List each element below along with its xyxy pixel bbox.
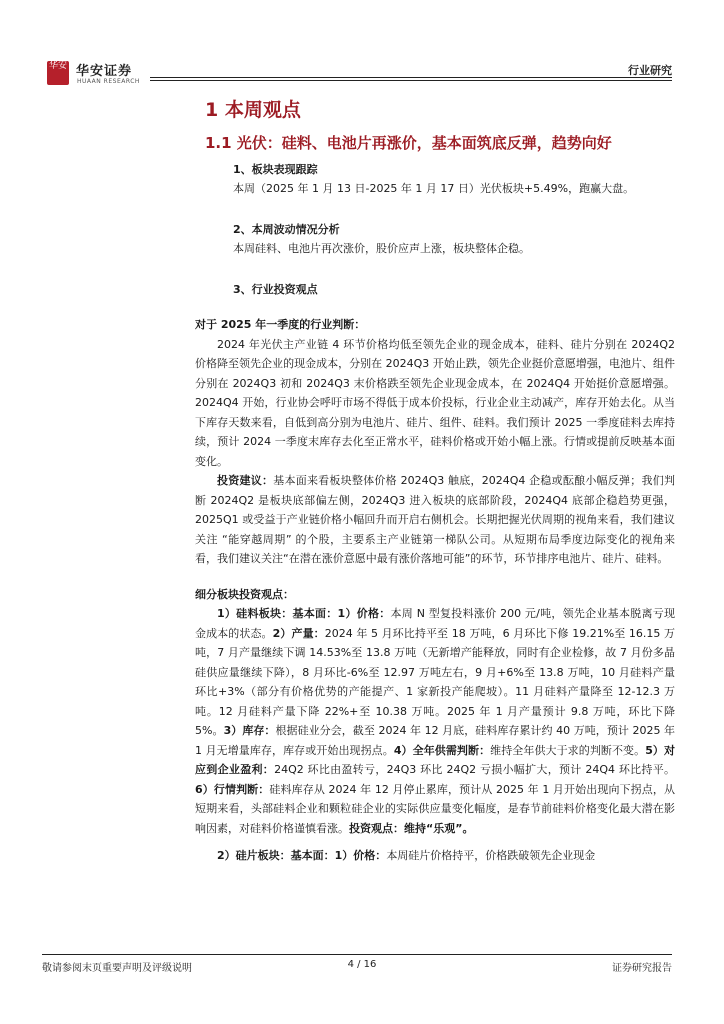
judgement-title: 对于 2025 年一季度的行业判断：: [195, 318, 366, 331]
investment-view-title: 3、行业投资观点: [233, 283, 318, 296]
silicon-market-label: 6）行情判断：: [195, 782, 270, 796]
section-performance: [205, 161, 675, 199]
silicon-market-text: 硅料库存从 2024 年 12 月停止累库，预计从 2025 年 1 月开始出现向下拐点，从短期来看，头部硅料企业和颗粒硅企业的实际供应量变化幅度，是春节前硅料价格变化最大潜在影响因素，对硅料价格谨慎看涨。: [195, 782, 675, 835]
brand-subtitle: HUAAN RESEARCH: [77, 78, 140, 85]
segments-title: 细分板块投资观点：: [195, 587, 294, 601]
silicon-supply-text: 维持全年供大于求的判断不变。: [490, 743, 646, 757]
subsection-heading: 1.1 光伏：硅料、电池片再涨价，基本面筑底反弹，趋势向好: [205, 134, 612, 152]
silicon-view-label: 投资观点：维持“乐观”。: [349, 821, 474, 835]
page-header: [0, 0, 724, 90]
judgement-paragraph: 2024 年光伏主产业链 4 环节价格均低至领先企业的现金成本，硅料、硅片分别在 2024Q2 价格降至领先企业的现金成本，分别在 2024Q3 开始止跌，领先企业挺价意愿增强，电池片、组件分别在 2024Q3 初和 2024Q3 末价格跌至领先企业现金成本，在 2024Q4 开始挺价意愿增强。2024Q4 开始，行业协会呼吁市场不得低于成本价投标，行业企业主动减产，库存开始去化。从当下库存天数来看，自低到高分别为电池片、硅片、组件、硅料。我们预计 2025 一季度硅料去库持续，预计 2024 一季度末库存去化至正常水平，硅料价格或开始小幅上涨。行情或提前反映基本面变化。: [195, 337, 675, 468]
brand-name: 华安证券: [76, 64, 133, 79]
advice-text: 基本面来看板块整体价格 2024Q3 触底，2024Q4 企稳或酝酿小幅反弹；我们判断 2024Q2 是板块底部偏左侧，2024Q3 进入板块的底部阶段，2024Q4 底部企稳趋势更强，2025Q1 或受益于产业链价格小幅回升而开启右侧机会。长期把握光伏周期的视角来看，我们建议关注 “能穿越周期” 的个股，主要系主产业链第一梯队公司。从短期布局季度边际变化的视角来看，我们建议关注“在潜在涨价意愿中最有涨价落地可能”的环节，环节排序电池片、硅片、硅料。: [195, 474, 676, 565]
wafer-price-text: 本周硅片价格持平，价格跌破领先企业现金: [386, 849, 596, 862]
silicon-output-label: 2）产量：: [272, 626, 325, 640]
seal-text: 华安: [48, 61, 67, 71]
silicon-inventory-text: 根据硅业分会，截至 2024 年 12 月底，硅料库存累计约 40 万吨，预计 2025 年 1 月无增量库存，库存或开始出现拐点。: [195, 724, 676, 757]
header-divider: [150, 77, 672, 78]
wafer-label: 2）硅片板块：基本面：1）价格：: [217, 849, 387, 862]
volatility-text: 本周硅料、电池片再次涨价，股价应声上涨，板块整体企稳。: [233, 242, 530, 255]
section-volatility: [205, 221, 675, 259]
judgement-block: [195, 315, 675, 866]
report-category: 行业研究: [628, 64, 672, 77]
silicon-price-text: 本周 N 型复投料涨价 200 元/吨，领先企业基本脱离亏现金成本的状态。: [195, 607, 675, 640]
silicon-label: 1）硅料板块：基本面：1）价格：: [217, 607, 391, 620]
silicon-inventory-label: 3）库存：: [223, 724, 276, 737]
page-content: [195, 95, 676, 866]
footer-disclaimer: 敬请参阅末页重要声明及评级说明: [42, 963, 192, 974]
footer-report-type: 证券研究报告: [612, 963, 672, 974]
silicon-paragraph: [195, 604, 675, 838]
advice-label: 投资建议：: [217, 474, 274, 487]
page-number: 4 / 16: [347, 959, 377, 970]
performance-text: 本周（2025 年 1 月 13 日-2025 年 1 月 17 日）光伏板块+5.49%，跑赢大盘。: [233, 182, 635, 195]
brand-seal-logo: [47, 61, 69, 85]
section-heading: 1 本周观点: [205, 99, 301, 121]
volatility-title: 2、本周波动情况分析: [233, 223, 340, 236]
silicon-profit-text: 24Q2 环比由盈转亏，24Q3 环比 24Q2 亏损小幅扩大，预计 24Q4 环比持平。: [274, 763, 676, 776]
silicon-supply-label: 4）全年供需判断：: [393, 743, 491, 757]
silicon-output-text: 2024 年 5 月环比持平至 18 万吨，6 月环比下修 19.21%至 16.15 万吨，7 月产量继续下调 14.53%至 13.8 万吨（无新增产能释放，同时有企业检修，故 7 月份多晶硅供应量继续下降），8 月环比-6%至 12.97 万吨左右，9 月+6%至 13.8 万吨，10 月硅料产量环比+3%（部分有价格优势的产能提产、1 家新投产能爬坡）。11 月硅料产量降至 12-12.3 万吨。12 月硅料产量下降 22%+至 10.38 万吨。2025 年 1 月产量预计 9.8 万吨，环比下降 5%。: [195, 626, 676, 737]
silicon-profit-label: 5）对应到企业盈利：: [195, 743, 676, 776]
section-investment-view: [205, 281, 675, 299]
investment-advice-paragraph: [195, 471, 675, 569]
wafer-paragraph: [195, 846, 675, 866]
performance-title: 1、板块表现跟踪: [233, 163, 318, 176]
footer-divider: [42, 954, 672, 955]
header-divider-secondary: [150, 80, 672, 81]
